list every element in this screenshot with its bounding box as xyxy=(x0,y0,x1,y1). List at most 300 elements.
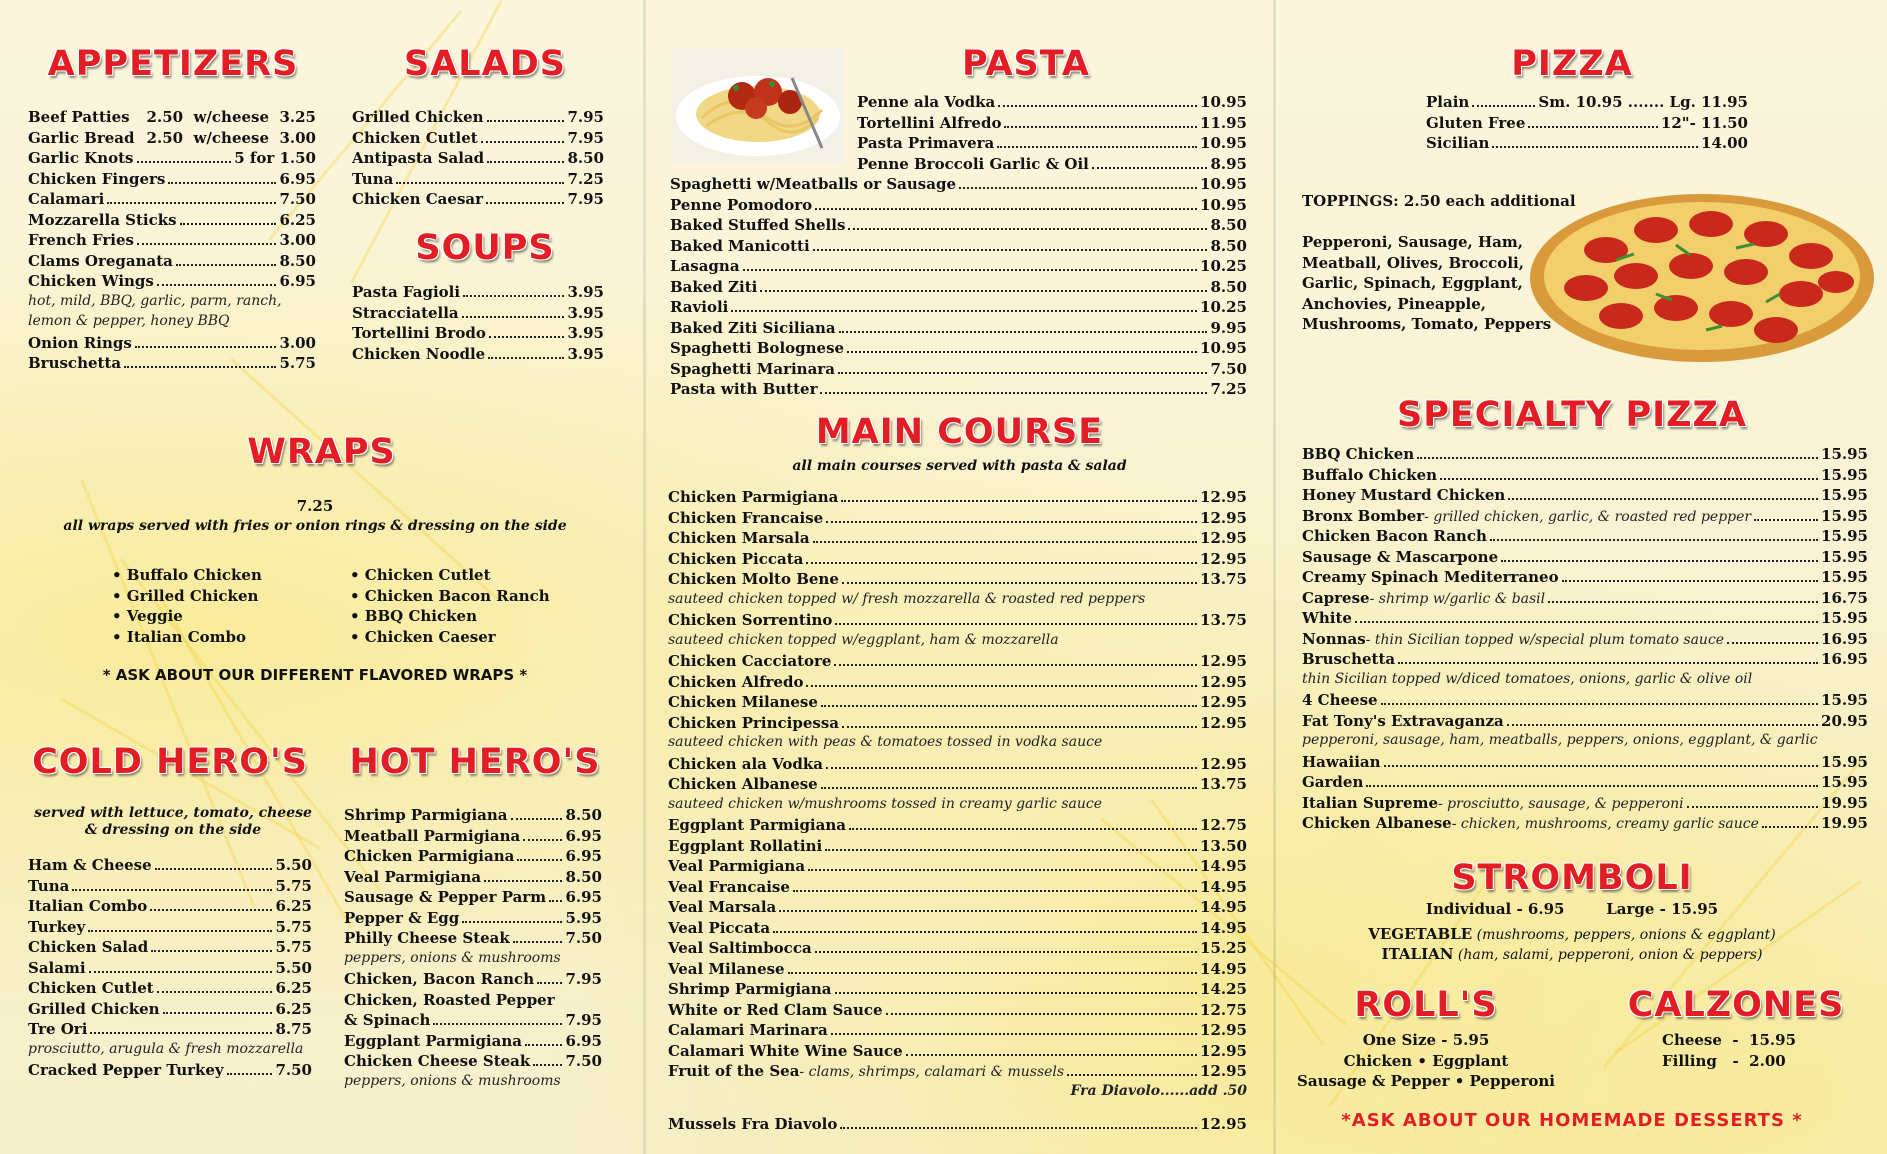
item-price: 12.75 xyxy=(1200,816,1247,834)
item-name: Eggplant Parmigiana xyxy=(344,1031,522,1050)
leader-dots xyxy=(806,562,1197,564)
leader-dots xyxy=(462,921,562,923)
item-detail: - chicken, mushrooms, creamy garlic sauce xyxy=(1451,816,1759,832)
item-name: Chicken Bacon Ranch xyxy=(1302,527,1487,545)
calzones-list xyxy=(1662,1030,1796,1071)
leader-dots xyxy=(779,910,1197,912)
item-price: 8.50 xyxy=(565,806,602,824)
leader-dots xyxy=(815,208,1197,210)
item-name: Chicken Salad xyxy=(28,938,149,956)
leader-dots xyxy=(489,336,565,338)
menu-item xyxy=(28,1000,312,1021)
leader-dots xyxy=(533,1064,562,1066)
menu-item xyxy=(670,278,1247,299)
item-price: 13.75 xyxy=(1200,775,1247,793)
menu-item xyxy=(1302,712,1868,733)
menu-item xyxy=(668,652,1247,673)
item-price: 6.25 xyxy=(279,210,316,229)
item-name: Calamari Marinara xyxy=(668,1021,828,1039)
leader-dots xyxy=(788,972,1197,974)
item-name: Chicken Molto Bene xyxy=(668,570,839,588)
menu-item xyxy=(857,114,1247,135)
leader-dots xyxy=(760,290,1207,292)
leader-dots xyxy=(523,839,562,841)
list-line: Pepperoni, Sausage, Ham, xyxy=(1302,233,1523,251)
leader-dots xyxy=(176,264,277,266)
menu-item xyxy=(1302,609,1868,630)
item-price: 12.95 xyxy=(1200,549,1247,568)
leader-dots xyxy=(842,582,1197,584)
stromboli-heading: STROMBOLI xyxy=(1451,858,1693,898)
item-name: Turkey xyxy=(28,917,86,936)
item-description: sauteed chicken topped w/ fresh mozzarella & roasted red peppers xyxy=(668,590,1146,607)
leader-dots xyxy=(840,1127,1197,1129)
leader-dots xyxy=(1490,539,1818,541)
item-price: 12.95 xyxy=(1200,693,1247,711)
menu-item xyxy=(28,354,316,375)
leader-dots xyxy=(1507,724,1818,726)
item-name: Chicken Cheese Steak xyxy=(344,1052,531,1070)
item-name: Chicken Cutlet xyxy=(28,979,154,997)
menu-item xyxy=(344,1052,602,1073)
item-name: Meatball Parmigiana xyxy=(344,826,521,845)
item-name: Chicken Alfredo xyxy=(668,672,804,691)
item-price: 7.50 xyxy=(279,190,316,208)
item-name: Penne ala Vodka xyxy=(857,93,996,111)
cold-heros-note-2: & dressing on the side xyxy=(84,822,262,838)
item-price: 6.25 xyxy=(275,897,312,915)
item-price: 16.95 xyxy=(1821,629,1868,648)
menu-item xyxy=(668,816,1247,837)
item-name: Baked Ziti xyxy=(670,277,758,296)
item-name: Italian Combo xyxy=(28,897,148,915)
item-name: Hawaiian xyxy=(1302,752,1381,771)
menu-item xyxy=(352,190,604,211)
item-name: Calamari White Wine Sauce xyxy=(668,1041,903,1060)
menu-item xyxy=(1426,93,1748,114)
item-price: 15.95 xyxy=(1821,527,1868,545)
leader-dots xyxy=(124,366,276,368)
leader-dots xyxy=(849,828,1197,830)
menu-item xyxy=(28,190,316,211)
menu-item xyxy=(28,918,312,939)
list-line: Meatball, Olives, Broccoli, xyxy=(1302,253,1524,272)
item-detail: - clams, shrimps, calamari & mussels xyxy=(799,1064,1065,1080)
menu-item xyxy=(352,324,604,345)
item-name: Chicken Albanese xyxy=(668,775,818,793)
leader-dots xyxy=(549,900,562,902)
leader-dots xyxy=(72,889,272,891)
item-price: 14.95 xyxy=(1200,877,1247,896)
list-line: One Size - 5.95 xyxy=(1362,1031,1490,1049)
item-name: Chicken Cutlet xyxy=(352,128,478,147)
leader-dots xyxy=(462,316,565,318)
leader-dots xyxy=(1417,457,1818,459)
leader-dots xyxy=(1562,580,1818,582)
menu-item xyxy=(28,959,312,980)
item-name: Mussels Fra Diavolo xyxy=(668,1115,838,1133)
list-line: Sausage & Pepper • Pepperoni xyxy=(1297,1072,1555,1090)
leader-dots xyxy=(1004,126,1197,128)
leader-dots xyxy=(1355,621,1818,623)
menu-item xyxy=(668,1021,1247,1042)
menu-item xyxy=(344,929,602,950)
item-price: 15.95 xyxy=(1821,445,1868,463)
item-price: 8.50 xyxy=(1210,277,1247,296)
item-price: 8.75 xyxy=(275,1020,312,1038)
menu-item xyxy=(344,806,602,827)
leader-dots xyxy=(135,346,277,348)
item-price: 13.75 xyxy=(1200,611,1247,629)
item-name: Beef Patties xyxy=(28,108,130,126)
item-name: Antipasta Salad xyxy=(352,149,485,167)
item-price: 7.25 xyxy=(1210,380,1247,398)
item-name: Cracked Pepper Turkey xyxy=(28,1061,224,1079)
leader-dots xyxy=(743,269,1197,271)
left-panel xyxy=(0,0,643,1154)
item-price: 5.75 xyxy=(275,917,312,936)
menu-item xyxy=(344,909,602,930)
item-price: 12.95 xyxy=(1200,1021,1247,1039)
item-price: 8.50 xyxy=(279,251,316,270)
menu-item xyxy=(670,319,1247,340)
leader-dots xyxy=(88,930,272,932)
leader-dots xyxy=(731,310,1197,312)
pasta-heading: PASTA xyxy=(962,44,1090,84)
leader-dots xyxy=(155,868,273,870)
leader-dots xyxy=(89,971,273,973)
list-line: • Chicken Caeser xyxy=(350,627,496,646)
calzones-heading: CALZONES xyxy=(1627,985,1845,1025)
item-name: 4 Cheese xyxy=(1302,691,1378,709)
leader-dots xyxy=(1754,519,1818,521)
list-line: • Chicken Bacon Ranch xyxy=(350,586,550,605)
pizza-heading: PIZZA xyxy=(1511,44,1633,84)
item-name: Pepper & Egg xyxy=(344,908,460,927)
leader-dots xyxy=(486,202,564,204)
item-price: 12.75 xyxy=(1200,1000,1247,1019)
item-price: 14.25 xyxy=(1200,980,1247,998)
menu-item xyxy=(352,345,604,366)
leader-dots xyxy=(513,941,563,943)
menu-item xyxy=(1302,630,1868,651)
leader-dots xyxy=(511,818,563,820)
leader-dots xyxy=(826,521,1197,523)
menu-item xyxy=(28,252,316,273)
leader-dots xyxy=(835,992,1197,994)
leader-dots xyxy=(1381,703,1818,705)
leader-dots xyxy=(396,182,564,184)
stromboli-italian-label: ITALIAN xyxy=(1381,945,1454,963)
pasta-list xyxy=(670,175,1247,401)
salads-list xyxy=(352,108,604,211)
item-name: Bruschetta xyxy=(1302,650,1396,668)
item-description: pepperoni, sausage, ham, meatballs, peppers, onions, eggplant, & garlic xyxy=(1302,732,1818,748)
item-name: Ravioli xyxy=(670,298,729,316)
leader-dots xyxy=(821,705,1197,707)
menu-item xyxy=(668,611,1247,632)
soups-heading: SOUPS xyxy=(415,228,555,268)
leader-dots xyxy=(157,284,277,286)
leader-dots xyxy=(815,951,1197,953)
item-detail: - prosciutto, sausage, & pepperoni xyxy=(1438,795,1684,812)
leader-dots xyxy=(227,1073,273,1075)
item-name: White or Red Clam Sauce xyxy=(668,1000,883,1019)
stromboli-vegetable-label: VEGETABLE xyxy=(1368,925,1473,943)
item-name: Calamari xyxy=(28,190,105,208)
item-price: 10.95 xyxy=(1200,195,1247,214)
rolls-heading: ROLL'S xyxy=(1354,985,1498,1025)
menu-item xyxy=(1302,527,1868,548)
item-name: Chicken ala Vodka xyxy=(668,754,823,773)
menu-item xyxy=(1302,773,1868,794)
item-description: sauteed chicken topped w/eggplant, ham & mozzarella xyxy=(668,631,1059,648)
middle-panel xyxy=(646,0,1273,1154)
item-name: Chicken Parmigiana xyxy=(668,488,839,506)
item-name: Bronx Bomber xyxy=(1302,506,1425,525)
menu-item xyxy=(668,960,1247,981)
item-name: Grilled Chicken xyxy=(352,108,484,126)
menu-item xyxy=(1302,650,1868,671)
leader-dots xyxy=(481,141,565,143)
item-name: Chicken Principessa xyxy=(668,713,839,732)
item-name: Chicken Caesar xyxy=(352,190,484,208)
item-price: 2.50 w/cheese 3.00 xyxy=(146,128,316,147)
item-name: Chicken, Bacon Ranch xyxy=(344,970,535,988)
leader-dots xyxy=(1687,806,1818,808)
menu-item xyxy=(670,380,1247,401)
leader-dots xyxy=(1366,785,1818,787)
menu-item xyxy=(1302,753,1868,774)
menu-item xyxy=(857,134,1247,155)
item-price: 10.25 xyxy=(1200,257,1247,275)
leader-dots xyxy=(484,880,562,882)
specialty-pizza-heading: SPECIALTY PIZZA xyxy=(1397,395,1747,435)
leader-dots xyxy=(1067,1074,1197,1076)
item-name: Shrimp Parmigiana xyxy=(668,980,832,998)
item-price: 15.95 xyxy=(1821,773,1868,791)
menu-item xyxy=(344,970,602,991)
leader-dots xyxy=(826,767,1197,769)
item-price: 8.50 xyxy=(1210,236,1247,255)
wraps-column-2 xyxy=(350,565,550,647)
item-price: 16.95 xyxy=(1821,650,1868,668)
item-name: Pasta Fagioli xyxy=(352,283,461,301)
menu-item xyxy=(670,175,1247,196)
item-price: 10.95 xyxy=(1200,175,1247,193)
item-price: 10.95 xyxy=(1200,134,1247,152)
item-name: Garlic Knots xyxy=(28,149,134,167)
item-name: Clams Oreganata xyxy=(28,251,173,270)
leader-dots xyxy=(793,890,1197,892)
menu-item xyxy=(28,979,312,1000)
menu-item xyxy=(344,847,602,868)
item-name: Grilled Chicken xyxy=(28,999,160,1018)
item-name: & Spinach xyxy=(344,1011,431,1029)
item-name: Sausage & Mascarpone xyxy=(1302,547,1499,566)
item-price: 5.50 xyxy=(275,856,312,874)
menu-item xyxy=(1302,794,1868,815)
leader-dots xyxy=(180,223,277,225)
item-price: 9.95 xyxy=(1210,318,1247,337)
leader-dots xyxy=(107,202,276,204)
menu-item xyxy=(670,257,1247,278)
leader-dots xyxy=(838,372,1208,374)
leader-dots xyxy=(1727,642,1818,644)
item-price: 6.95 xyxy=(565,888,602,906)
item-price: 16.75 xyxy=(1821,588,1868,607)
menu-item xyxy=(344,991,602,1012)
item-price: 7.50 xyxy=(275,1061,312,1079)
menu-item xyxy=(668,673,1247,694)
item-price: 5.75 xyxy=(279,354,316,372)
item-name: Buffalo Chicken xyxy=(1302,465,1438,484)
item-name: Chicken Noodle xyxy=(352,344,486,363)
wraps-price: 7.25 xyxy=(296,497,334,515)
menu-item xyxy=(668,1115,1247,1136)
leader-dots xyxy=(997,146,1197,148)
stromboli-prices: Individual - 6.95 Large - 15.95 xyxy=(1425,900,1719,918)
list-line: Cheese - 15.95 xyxy=(1662,1031,1797,1049)
item-name: Stracciatella xyxy=(352,303,459,322)
menu-item xyxy=(28,231,316,252)
item-name: White xyxy=(1302,609,1352,627)
menu-item xyxy=(352,304,604,325)
item-description: prosciutto, arugula & fresh mozzarella xyxy=(28,1040,304,1057)
item-price: 7.95 xyxy=(567,128,604,147)
item-price: 7.25 xyxy=(567,169,604,188)
item-price: 5.50 xyxy=(275,958,312,977)
item-description: hot, mild, BBQ, garlic, parm, ranch, xyxy=(28,292,282,309)
item-price: 3.00 xyxy=(279,231,316,249)
item-name: Fruit of the Sea xyxy=(668,1062,800,1080)
menu-item xyxy=(1302,814,1868,835)
salads-heading: SALADS xyxy=(404,44,566,84)
pizza-photo xyxy=(1526,190,1878,365)
leader-dots xyxy=(998,105,1197,107)
item-price: 5.75 xyxy=(275,938,312,956)
item-name: Tuna xyxy=(352,169,394,188)
menu-item xyxy=(1302,589,1868,610)
item-price: 15.95 xyxy=(1821,486,1868,504)
item-name: Tortellini Brodo xyxy=(352,324,486,342)
menu-item xyxy=(28,897,312,918)
item-name: French Fries xyxy=(28,231,134,249)
item-name: Veal Marsala xyxy=(668,898,777,916)
item-price: 3.95 xyxy=(567,283,604,301)
item-name: Chicken Marsala xyxy=(668,529,810,547)
item-name: Eggplant Rollatini xyxy=(668,836,823,855)
item-price: 10.25 xyxy=(1200,298,1247,316)
toppings-title: TOPPINGS: 2.50 each additional xyxy=(1302,192,1576,210)
item-price: 8.50 xyxy=(1210,216,1247,234)
item-price: 7.50 xyxy=(565,929,602,947)
menu-item xyxy=(1302,466,1868,487)
item-name: Chicken Sorrentino xyxy=(668,611,833,629)
leader-dots xyxy=(1528,126,1658,128)
item-name: Veal Milanese xyxy=(668,959,785,978)
leader-dots xyxy=(1384,765,1818,767)
item-name: Lasagna xyxy=(670,257,740,275)
leader-dots xyxy=(834,664,1197,666)
menu-item xyxy=(668,1001,1247,1022)
item-name: Sausage & Pepper Parm xyxy=(344,888,547,906)
item-name: Tortellini Alfredo xyxy=(857,113,1002,132)
main-course-note: all main courses served with pasta & salad xyxy=(792,458,1127,474)
item-price: 7.95 xyxy=(565,970,602,988)
leader-dots xyxy=(959,187,1197,189)
menu-item xyxy=(668,939,1247,960)
menu-item xyxy=(668,878,1247,899)
item-name: Chicken Piccata xyxy=(668,549,804,568)
item-name: Shrimp Parmigiana xyxy=(344,806,508,824)
menu-item xyxy=(668,693,1247,714)
item-name: Creamy Spinach Mediterraneo xyxy=(1302,568,1559,586)
item-price: 15.95 xyxy=(1821,691,1868,709)
main-course-heading: MAIN COURSE xyxy=(815,412,1104,452)
item-description: sauteed chicken with peas & tomatoes tossed in vodka sauce xyxy=(668,734,1103,750)
item-price: 13.50 xyxy=(1200,836,1247,855)
item-name: Chicken Albanese xyxy=(1302,814,1452,832)
menu-item xyxy=(857,155,1247,176)
menu-item xyxy=(670,339,1247,360)
item-price: 15.95 xyxy=(1821,547,1868,566)
item-price: 15.25 xyxy=(1200,939,1247,957)
item-price: 14.00 xyxy=(1701,134,1748,152)
menu-item xyxy=(668,714,1247,735)
item-price: 12.95 xyxy=(1200,1041,1247,1060)
item-price: 5 for 1.50 xyxy=(234,149,316,167)
soups-list xyxy=(352,283,604,365)
hot-heros-heading: HOT HERO'S xyxy=(349,742,601,782)
leader-dots xyxy=(463,295,564,297)
menu-item xyxy=(668,529,1247,550)
leader-dots xyxy=(163,1012,273,1014)
menu-item xyxy=(668,550,1247,571)
item-price: 12.95 xyxy=(1200,529,1247,547)
menu-item xyxy=(344,1032,602,1053)
menu-item xyxy=(28,170,316,191)
item-price: 15.95 xyxy=(1821,506,1868,525)
leader-dots xyxy=(835,623,1197,625)
wraps-heading: WRAPS xyxy=(247,432,396,472)
item-price: 12.95 xyxy=(1200,652,1247,670)
list-line: • Chicken Cutlet xyxy=(350,566,491,584)
item-price: 12.95 xyxy=(1200,672,1247,691)
menu-item xyxy=(1302,691,1868,712)
item-name: Plain xyxy=(1426,93,1470,111)
desserts-note: *ASK ABOUT OUR HOMEMADE DESSERTS * xyxy=(1341,1110,1803,1131)
item-name: Pasta with Butter xyxy=(670,380,818,398)
item-name: Garlic Bread xyxy=(28,128,135,147)
item-price: 12"- 11.50 xyxy=(1660,113,1748,132)
leader-dots xyxy=(848,228,1207,230)
leader-dots xyxy=(525,1044,562,1046)
leader-dots xyxy=(813,249,1208,251)
item-name: Tre Ori xyxy=(28,1020,88,1038)
item-price: 15.95 xyxy=(1821,609,1868,627)
right-panel xyxy=(1276,0,1887,1154)
menu-item xyxy=(28,108,316,129)
leader-dots xyxy=(157,991,273,993)
menu-item xyxy=(28,1020,312,1041)
item-description: thin Sicilian topped w/diced tomatoes, onions, garlic & olive oil xyxy=(1302,670,1753,687)
appetizers-heading: APPETIZERS xyxy=(47,44,299,84)
list-spacer xyxy=(668,1103,1247,1115)
leader-dots xyxy=(487,120,565,122)
menu-item xyxy=(668,898,1247,919)
pasta-top-list xyxy=(857,93,1247,175)
